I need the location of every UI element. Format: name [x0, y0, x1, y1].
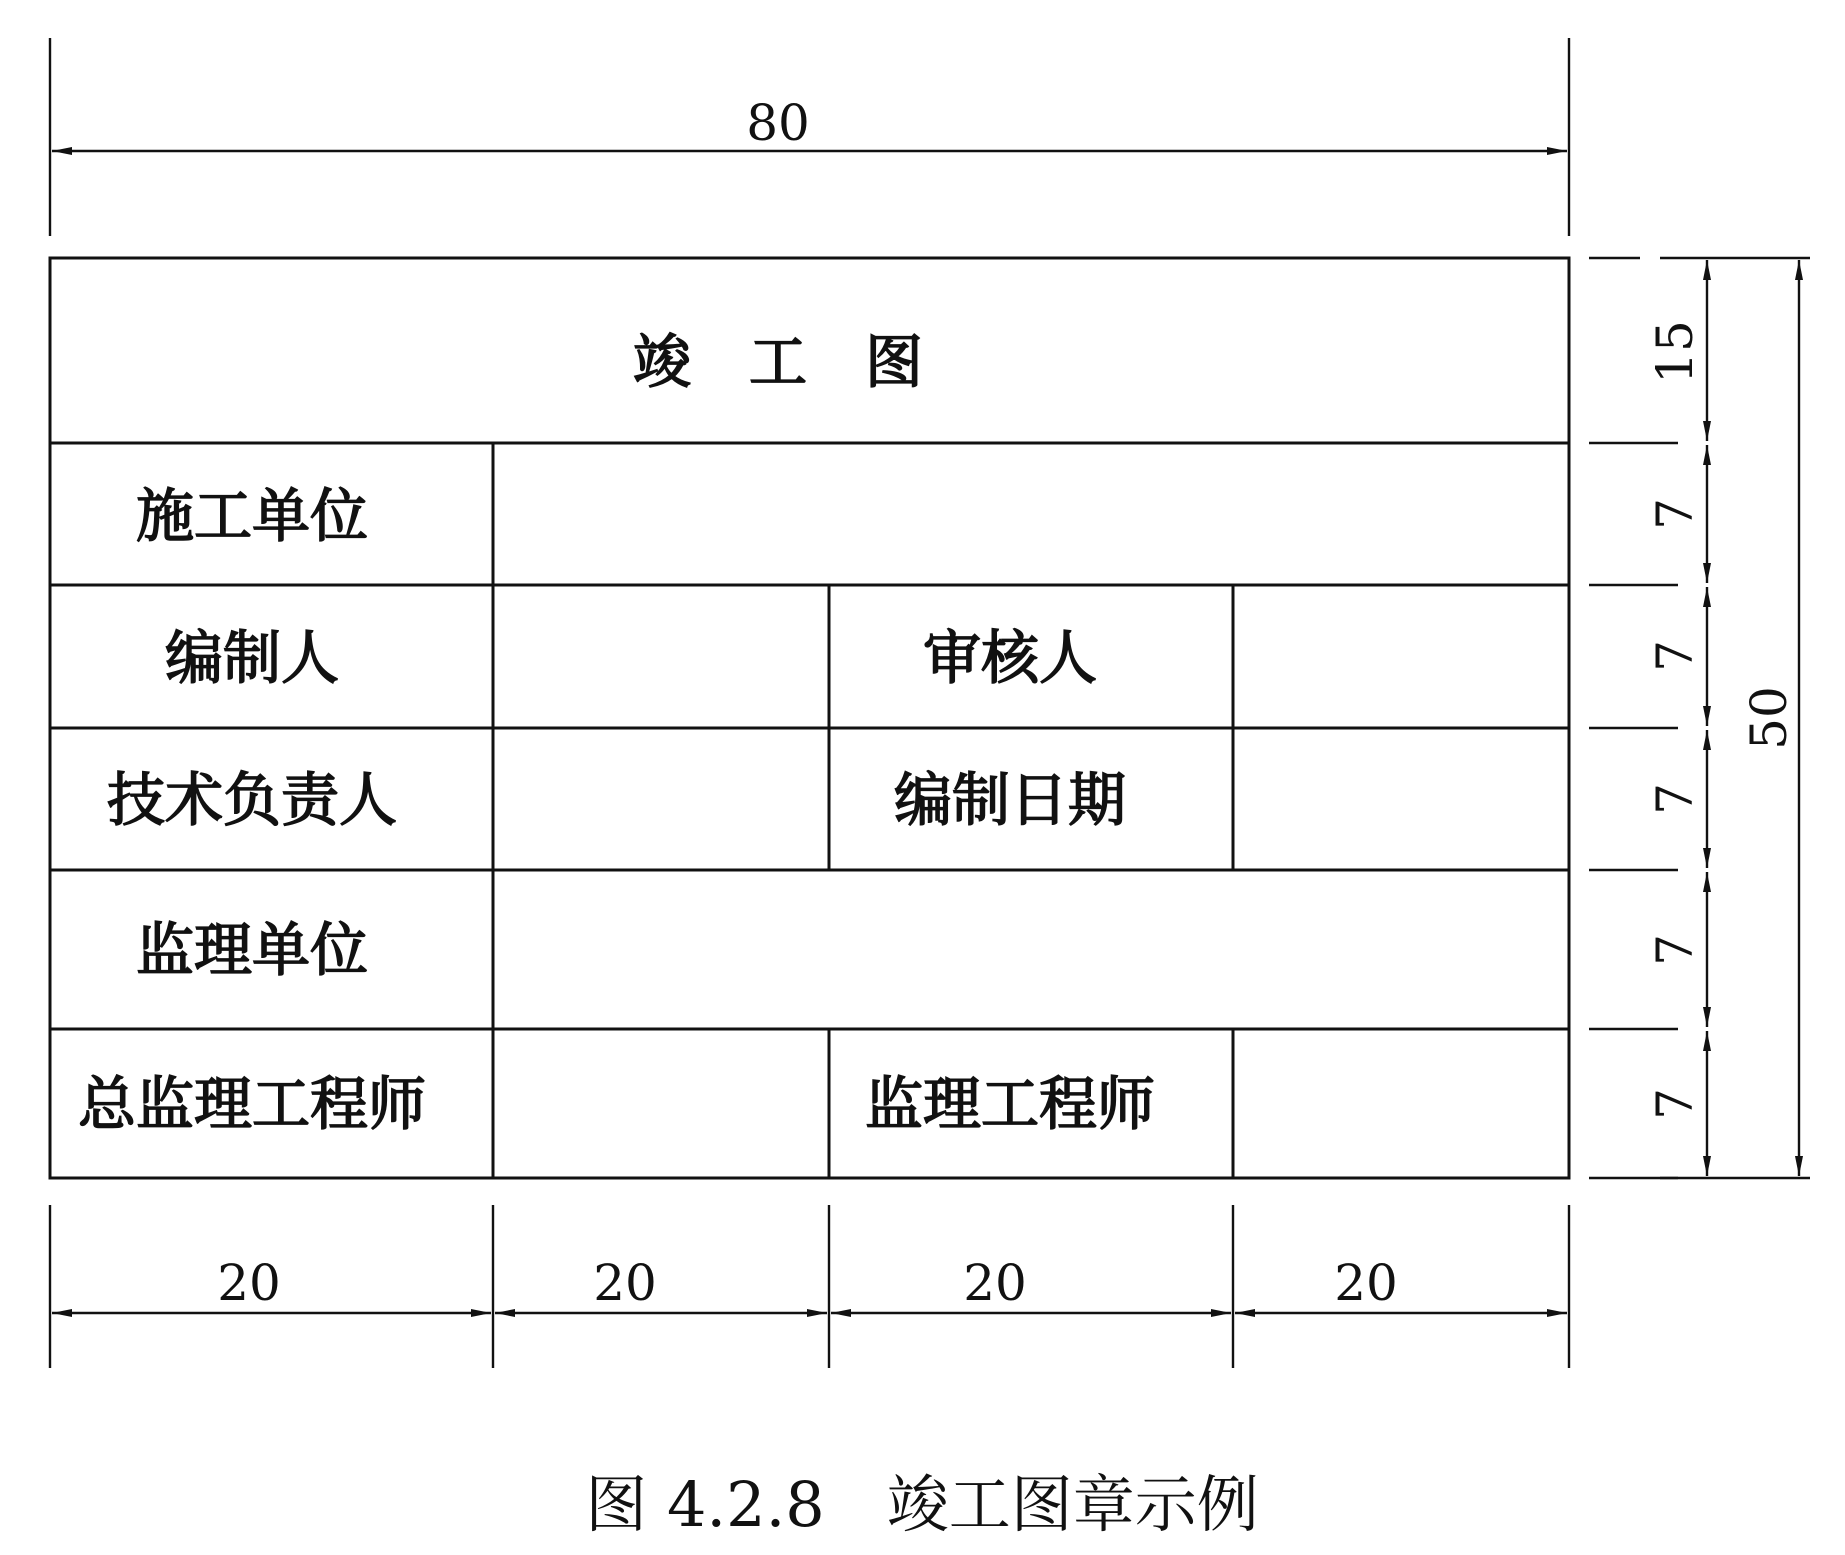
figure-caption: 图 4.2.8 竣工图章示例	[585, 1468, 1259, 1541]
stamp-table	[50, 258, 1569, 1178]
right-row-dimensions	[1589, 258, 1707, 1178]
column-width-label-1: 20	[217, 1254, 281, 1312]
row-height-label-2: 7	[1646, 498, 1704, 530]
column-width-label-3: 20	[963, 1254, 1027, 1312]
top-dimension	[50, 38, 1569, 236]
label-supervising-engineer: 监理工程师	[864, 1070, 1156, 1138]
total-height-label: 50	[1740, 686, 1798, 750]
label-compile-date: 编制日期	[893, 766, 1127, 834]
row-height-label-1: 15	[1646, 320, 1704, 384]
right-total-dimension	[1660, 258, 1810, 1178]
column-width-label-2: 20	[593, 1254, 657, 1312]
label-construction-unit: 施工单位	[135, 482, 369, 550]
stamp-title: 竣 工 图	[632, 328, 924, 396]
label-technical-lead: 技术负责人	[106, 766, 398, 834]
label-chief-supervising-engineer: 总监理工程师	[77, 1070, 427, 1138]
row-height-label-6: 7	[1646, 1088, 1704, 1120]
row-height-label-3: 7	[1646, 640, 1704, 672]
label-reviewer: 审核人	[922, 624, 1098, 692]
total-width-label: 80	[746, 94, 810, 152]
label-compiler: 编制人	[164, 624, 340, 692]
column-width-label-4: 20	[1334, 1254, 1398, 1312]
label-supervision-unit: 监理单位	[135, 916, 369, 984]
stamp-border	[50, 258, 1569, 1178]
row-height-label-4: 7	[1646, 783, 1704, 815]
row-height-label-5: 7	[1646, 934, 1704, 966]
bottom-column-dimensions	[50, 1205, 1569, 1368]
